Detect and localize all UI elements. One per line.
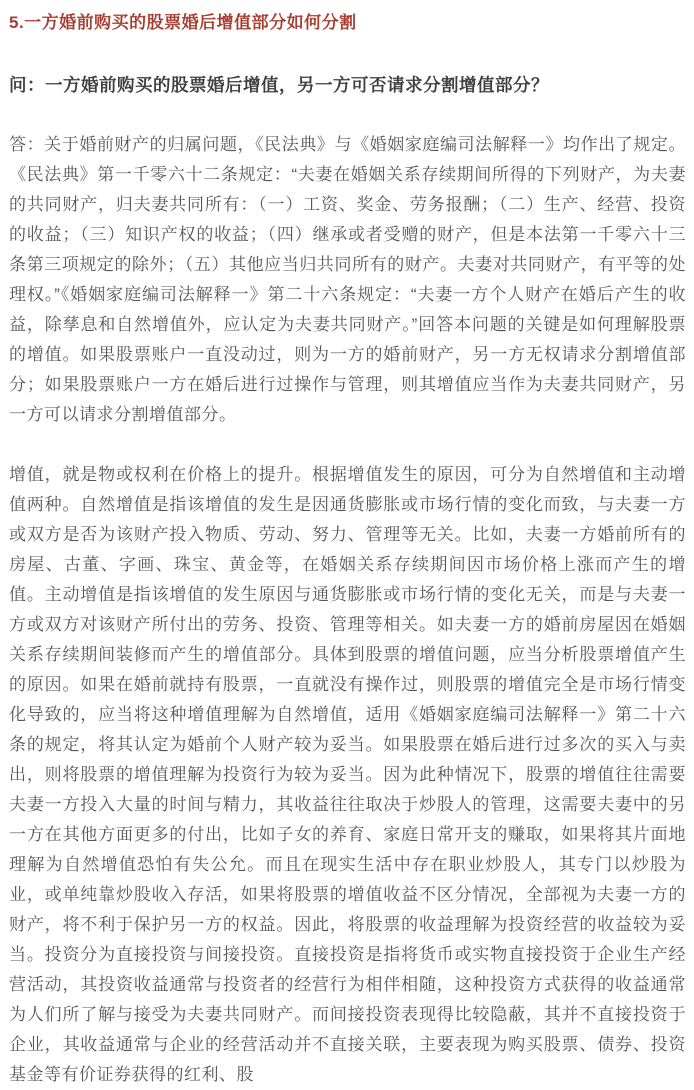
question-line: 问：一方婚前购买的股票婚后增值，另一方可否请求分割增值部分？: [9, 75, 549, 95]
section-heading: 5.一方婚前购买的股票婚后增值部分如何分割: [9, 13, 357, 32]
answer-paragraph: 答：关于婚前财产的归属问题，《民法典》与《婚姻家庭编司法解释一》均作出了规定。《民法典》第一千零六十二条规定：“夫妻在婚姻关系存续期间所得的下列财产，为夫妻的共同财产，归夫妻共同所有：（一）工资、奖金、劳务报酬；（二）生产、经营、投资的收益；（三）知识产权的收益；（四）继承或者受赠的财产，但是本法第一千零六十三条第三项规定的除外；（五）其他应当归共同所有的财产。夫妻对共同财产，有平等的处理权。”《婚姻家庭编司法解释一》第二十六条规定：“夫妻一方个人财产在婚后产生的收益，除孳息和自然增值外，应认定为夫妻共同财产。”回答本问题的关键是如何理解股票的增值。如果股票账户一直没动过，则为一方的婚前财产，另一方无权请求分割增值部分；如果股票账户一方在婚后进行过操作与管理，则其增值应当作为夫妻共同财产，另一方可以请求分割增值部分。: [9, 135, 686, 424]
analysis-paragraph: 增值，就是物或权利在价格上的提升。根据增值发生的原因，可分为自然增值和主动增值两种。自然增值是指该增值的发生是因通货膨胀或市场行情的变化而致，与夫妻一方或双方是否为该财产投入物质、劳动、努力、管理等无关。比如，夫妻一方婚前所有的房屋、古董、字画、珠宝、黄金等，在婚姻关系存续期间因市场价格上涨而产生的增值。主动增值是指该增值的发生原因与通货膨胀或市场行情的变化无关，而是与夫妻一方或双方对该财产所付出的劳务、投资、管理等相关。如夫妻一方的婚前房屋因在婚姻关系存续期间装修而产生的增值部分。具体到股票的增值问题，应当分析股票增值产生的原因。如果在婚前就持有股票，一直就没有操作过，则股票的增值完全是市场行情变化导致的，应当将这种增值理解为自然增值，适用《婚姻家庭编司法解释一》第二十六条的规定，将其认定为婚前个人财产较为妥当。如果股票在婚后进行过多次的买入与卖出，则将股票的增值理解为投资行为较为妥当。因为此种情况下，股票的增值往往需要夫妻一方投入大量的时间与精力，其收益往往取决于炒股人的管理，这需要夫妻中的另一方在其他方面更多的付出，比如子女的养育、家庭日常开支的赚取，如果将其片面地理解为自然增值恐怕有失公允。而且在现实生活中存在职业炒股人，其专门以炒股为业，或单纯靠炒股收入存活，如果将股票的增值收益不区分情况，全部视为夫妻一方的财产，将不利于保护另一方的权益。因此，将股票的收益理解为投资经营的收益较为妥当。投资分为直接投资与间接投资。直接投资是指将货币或实物直接投资于企业生产经营活动，其投资收益通常与投资者的经营行为相伴相随，这种投资方式获得的收益通常为人们所了解与接受为夫妻共同财产。而间接投资表现得比较隐蔽，其并不直接投资于企业，其收益通常与企业的经营活动并不直接关联，主要表现为购买股票、债券、投资基金等有价证券获得的红利、股: [9, 465, 686, 1084]
